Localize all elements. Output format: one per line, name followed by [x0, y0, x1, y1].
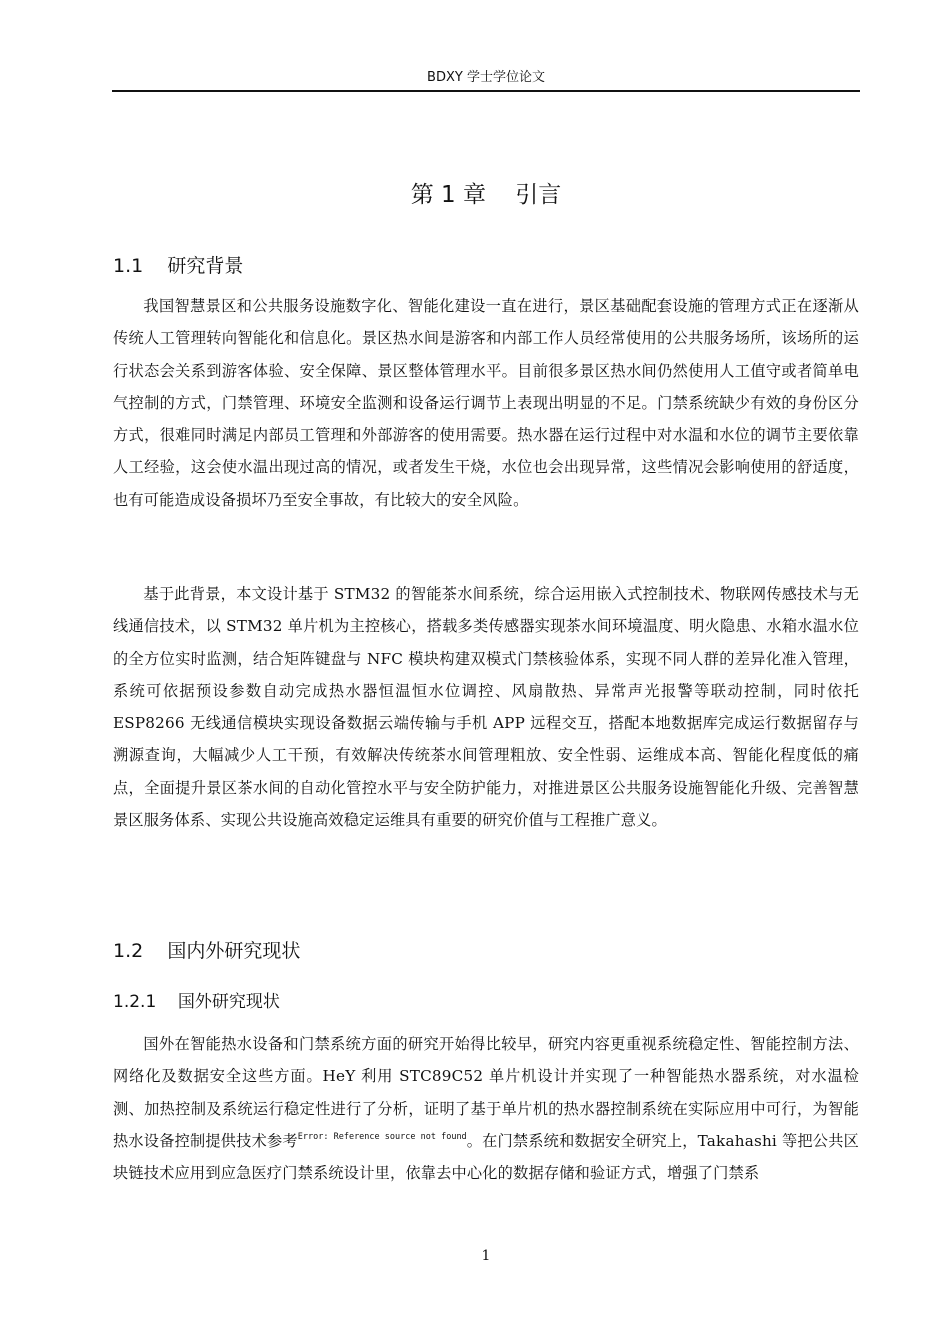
- section-heading-1-1: 1.1 研究背景: [113, 255, 244, 277]
- subsection-heading-1-2-1: 1.2.1 国外研究现状: [113, 992, 280, 1012]
- paragraph-text-after-reference: 。在门禁系统和数据安全研究上，Takahashi 等把公共区块链技术应用到应急医疗门禁系统设计里，依靠去中心化的数据存储和验证方式，增强了门禁系: [113, 1131, 859, 1183]
- header-rule: [112, 90, 860, 92]
- section-heading-1-2: 1.2 国内外研究现状: [113, 940, 301, 962]
- paragraph-text-before-reference: 国外在智能热水设备和门禁系统方面的研究开始得比较早，研究内容更重视系统稳定性、智能控制方法、网络化及数据安全这些方面。HeY 利用 STC89C52 单片机设计并实现了一种智能热水器系统，对水温检测、加热控制及系统运行稳定性进行了分析，证明了基于单片机的热水器控制系统在实际应用中可行，为智能热水设备控制提供技术参考: [113, 1035, 859, 1150]
- paragraph-background-2: 基于此背景，本文设计基于 STM32 的智能茶水间系统，综合运用嵌入式控制技术、物联网传感技术与无线通信技术，以 STM32 单片机为主控核心，搭载多类传感器实现茶水间环境温度、明火隐患、水箱水温水位的全方位实时监测，结合矩阵键盘与 NFC 模块构建双模式门禁核验体系，实现不同人群的差异化准入管理，系统可依据预设参数自动完成热水器恒温恒水位调控、风扇散热、异常声光报警等联动控制，同时依托 ESP8266 无线通信模块实现设备数据云端传输与手机 APP 远程交互，搭配本地数据库完成运行数据留存与溯源查询，大幅减少人工干预，有效解决传统茶水间管理粗放、安全性弱、运维成本高、智能化程度低的痛点，全面提升景区茶水间的自动化管控水平与安全防护能力，对推进景区公共服务设施智能化升级、完善智慧景区服务体系、实现公共设施高效稳定运维具有重要的研究价值与工程推广意义。: [113, 585, 859, 830]
- reference-error-note: Error: Reference source not found: [297, 1131, 467, 1142]
- paragraph-background-1: 我国智慧景区和公共服务设施数字化、智能化建设一直在进行，景区基础配套设施的管理方式正在逐渐从传统人工管理转向智能化和信息化。景区热水间是游客和内部工作人员经常使用的公共服务场所，该场所的运行状态会关系到游客体验、安全保障、景区整体管理水平。目前很多景区热水间仍然使用人工值守或者简单电气控制的方式，门禁管理、环境安全监测和设备运行调节上表现出明显的不足。门禁系统缺少有效的身份区分方式，很难同时满足内部员工管理和外部游客的使用需要。热水器在运行过程中对水温和水位的调节主要依靠人工经验，这会使水温出现过高的情况，或者发生干烧，水位也会出现异常，这些情况会影响使用的舒适度，也有可能造成设备损坏乃至安全事故，有比较大的安全风险。: [113, 297, 859, 509]
- page-number: 1: [481, 1248, 491, 1264]
- chapter-title: 第 1 章 引言: [410, 182, 562, 208]
- paragraph-foreign-research: [113, 1028, 859, 1189]
- running-header: BDXY 学士学位论文: [427, 70, 545, 85]
